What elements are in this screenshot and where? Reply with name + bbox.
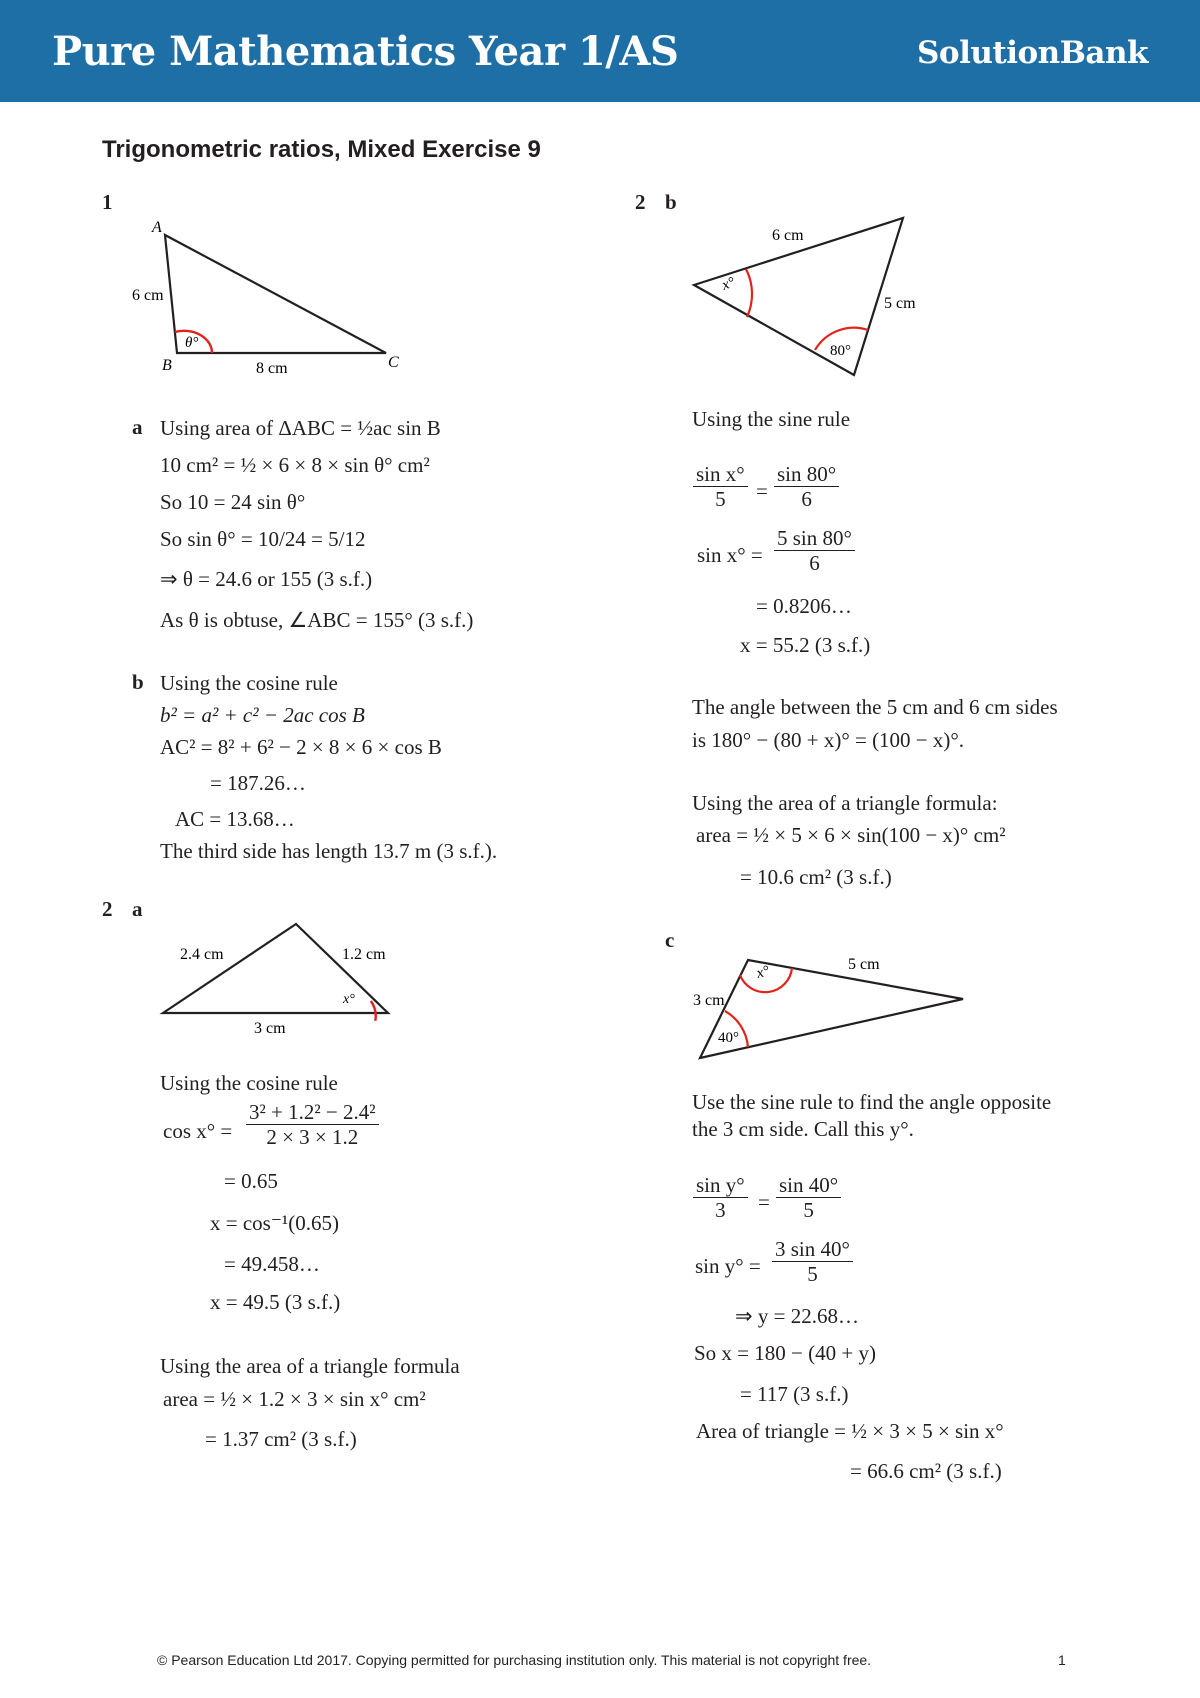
q2b-line-4: x = 55.2 (3 s.f.) (740, 633, 871, 657)
q2b-fraction-1 (693, 462, 748, 511)
q1-label-6cm: 6 cm (132, 287, 164, 304)
q2a-angle-arc (371, 1001, 376, 1021)
q1a-line-2: 10 cm² = ½ × 6 × 8 × sin θ° cm² (160, 453, 430, 477)
q2b-f1-num: sin x° (696, 462, 745, 486)
q1-label-a: A (152, 219, 162, 236)
header-banner (0, 0, 1200, 102)
q2b-line-3: = 0.8206… (756, 594, 852, 618)
q2c-f1-den: 3 (693, 1197, 748, 1222)
q2b-f2-den: 6 (774, 486, 839, 511)
question-2-number: 2 (102, 897, 113, 921)
q2a-triangle-diagram (150, 915, 400, 1040)
question-2b-number: 2 (635, 190, 646, 214)
q2c-line-5: = 117 (3 s.f.) (740, 1382, 849, 1406)
q2c-line-3: ⇒ y = 22.68… (735, 1304, 859, 1328)
q2b-equals-1: = (756, 479, 768, 503)
q2a-cos-fraction (246, 1100, 379, 1149)
q2b-label: b (665, 190, 677, 214)
q1b-line-6: The third side has length 13.7 m (3 s.f.). (160, 839, 498, 863)
q2c-label-x: x° (754, 963, 772, 982)
q2c-label-top: 5 cm (848, 956, 880, 973)
q1a-label: a (132, 415, 143, 439)
q1-triangle-diagram (125, 210, 415, 375)
q2b-intro: Using the sine rule (692, 407, 851, 431)
q2c-triangle (700, 960, 963, 1058)
q2b-label-top: 6 cm (772, 227, 804, 244)
q2a-cos-numerator: 3² + 1.2² − 2.4² (249, 1100, 376, 1124)
q2c-label: c (665, 928, 675, 952)
copyright-footer: © Pearson Education Ltd 2017. Copying permitted for purchasing institution only. This material is not copyright free. (157, 1652, 872, 1668)
q1-label-b: B (162, 357, 172, 374)
q2b-label-right: 5 cm (884, 295, 916, 312)
q2b-f3-num: 5 sin 80° (777, 526, 852, 550)
q2c-f1-num: sin y° (696, 1173, 745, 1197)
q2c-f2-num: sin 40° (779, 1173, 839, 1197)
q2a-label-base: 3 cm (254, 1020, 286, 1037)
q1-label-8cm: 8 cm (256, 360, 288, 375)
q2b-angle-arc-x (746, 269, 752, 317)
q2a-cos-lhs: cos x° = (163, 1119, 233, 1143)
q2a-label-left: 2.4 cm (180, 946, 224, 963)
q1a-line-1: Using area of ΔABC = ½ac sin B (160, 416, 441, 440)
q2b-fraction-3 (774, 526, 855, 575)
q2c-para-2: the 3 cm side. Call this y°. (692, 1117, 914, 1141)
brand-name: SolutionBank (917, 35, 1148, 71)
page-number: 1 (1058, 1652, 1066, 1668)
q2c-fraction-3 (772, 1237, 853, 1286)
q2c-fraction-1 (693, 1173, 748, 1222)
q2b-label-80: 80° (830, 343, 851, 359)
q1b-line-5: AC = 13.68… (175, 807, 295, 831)
exercise-heading: Trigonometric ratios, Mixed Exercise 9 (102, 136, 541, 163)
q1b-line-1: Using the cosine rule (160, 671, 338, 695)
q2c-line-4: So x = 180 − (40 + y) (694, 1341, 876, 1365)
q2a-line-4: = 49.458… (224, 1252, 320, 1276)
q2b-para-1: The angle between the 5 cm and 6 cm sides (692, 695, 1058, 719)
q2c-triangle-diagram (688, 945, 973, 1065)
q2a-line-5: x = 49.5 (3 s.f.) (210, 1290, 341, 1314)
q2a-label-right: 1.2 cm (342, 946, 386, 963)
q2a-label: a (132, 897, 143, 921)
q2a-area-line-1: area = ½ × 1.2 × 3 × sin x° cm² (163, 1387, 426, 1411)
q2c-label-left: 3 cm (693, 992, 725, 1009)
q2b-para-2: is 180° − (80 + x)° = (100 − x)°. (692, 728, 965, 752)
q2b-triangle-diagram (688, 210, 958, 380)
q2b-label-x: x° (719, 274, 738, 294)
q2c-para-1: Use the sine rule to find the angle opposite (692, 1090, 1052, 1114)
q2a-intro: Using the cosine rule (160, 1071, 338, 1095)
q1b-line-2: b² = a² + c² − 2ac cos B (160, 703, 365, 727)
q2b-fraction-2 (774, 462, 839, 511)
q2c-f3-num: 3 sin 40° (775, 1237, 850, 1261)
q2c-f3-den: 5 (772, 1261, 853, 1286)
q2b-sin-lhs: sin x° = (697, 543, 763, 567)
q2b-area-line-1: area = ½ × 5 × 6 × sin(100 − x)° cm² (696, 823, 1006, 847)
q2a-line-2: = 0.65 (224, 1169, 278, 1193)
q2b-f3-den: 6 (774, 550, 855, 575)
q2c-label-40: 40° (718, 1030, 739, 1046)
q1a-line-5: ⇒ θ = 24.6 or 155 (3 s.f.) (160, 567, 373, 591)
q2c-equals-1: = (758, 1190, 770, 1214)
q2a-cos-denominator: 2 × 3 × 1.2 (246, 1124, 379, 1149)
q2a-area-intro: Using the area of a triangle formula (160, 1354, 460, 1378)
q2a-line-3: x = cos⁻¹(0.65) (210, 1211, 339, 1235)
q2b-f2-num: sin 80° (777, 462, 837, 486)
q1b-label: b (132, 670, 144, 694)
q2b-area-line-2: = 10.6 cm² (3 s.f.) (740, 865, 892, 889)
book-title: Pure Mathematics Year 1/AS (52, 28, 679, 75)
q1-label-theta: θ° (185, 335, 199, 351)
q1a-line-6: As θ is obtuse, ∠ABC = 155° (3 s.f.) (160, 608, 474, 632)
q2a-area-line-2: = 1.37 cm² (3 s.f.) (205, 1427, 357, 1451)
q1b-line-4: = 187.26… (210, 771, 306, 795)
q1-label-c: C (388, 354, 399, 371)
q2c-f2-den: 5 (776, 1197, 841, 1222)
q2c-sin-lhs: sin y° = (695, 1254, 761, 1278)
q2c-fraction-2 (776, 1173, 841, 1222)
q2b-f1-den: 5 (693, 486, 748, 511)
q1a-line-3: So 10 = 24 sin θ° (160, 490, 306, 514)
question-1-number: 1 (102, 190, 113, 214)
q1b-line-3: AC² = 8² + 6² − 2 × 8 × 6 × cos B (160, 735, 442, 759)
q2c-area-line-2: = 66.6 cm² (3 s.f.) (850, 1459, 1002, 1483)
q2a-label-angle: x° (343, 992, 355, 1007)
q1a-line-4: So sin θ° = 10/24 = 5/12 (160, 527, 366, 551)
q2c-area-line-1: Area of triangle = ½ × 3 × 5 × sin x° (696, 1419, 1004, 1443)
q2b-area-intro: Using the area of a triangle formula: (692, 791, 998, 815)
